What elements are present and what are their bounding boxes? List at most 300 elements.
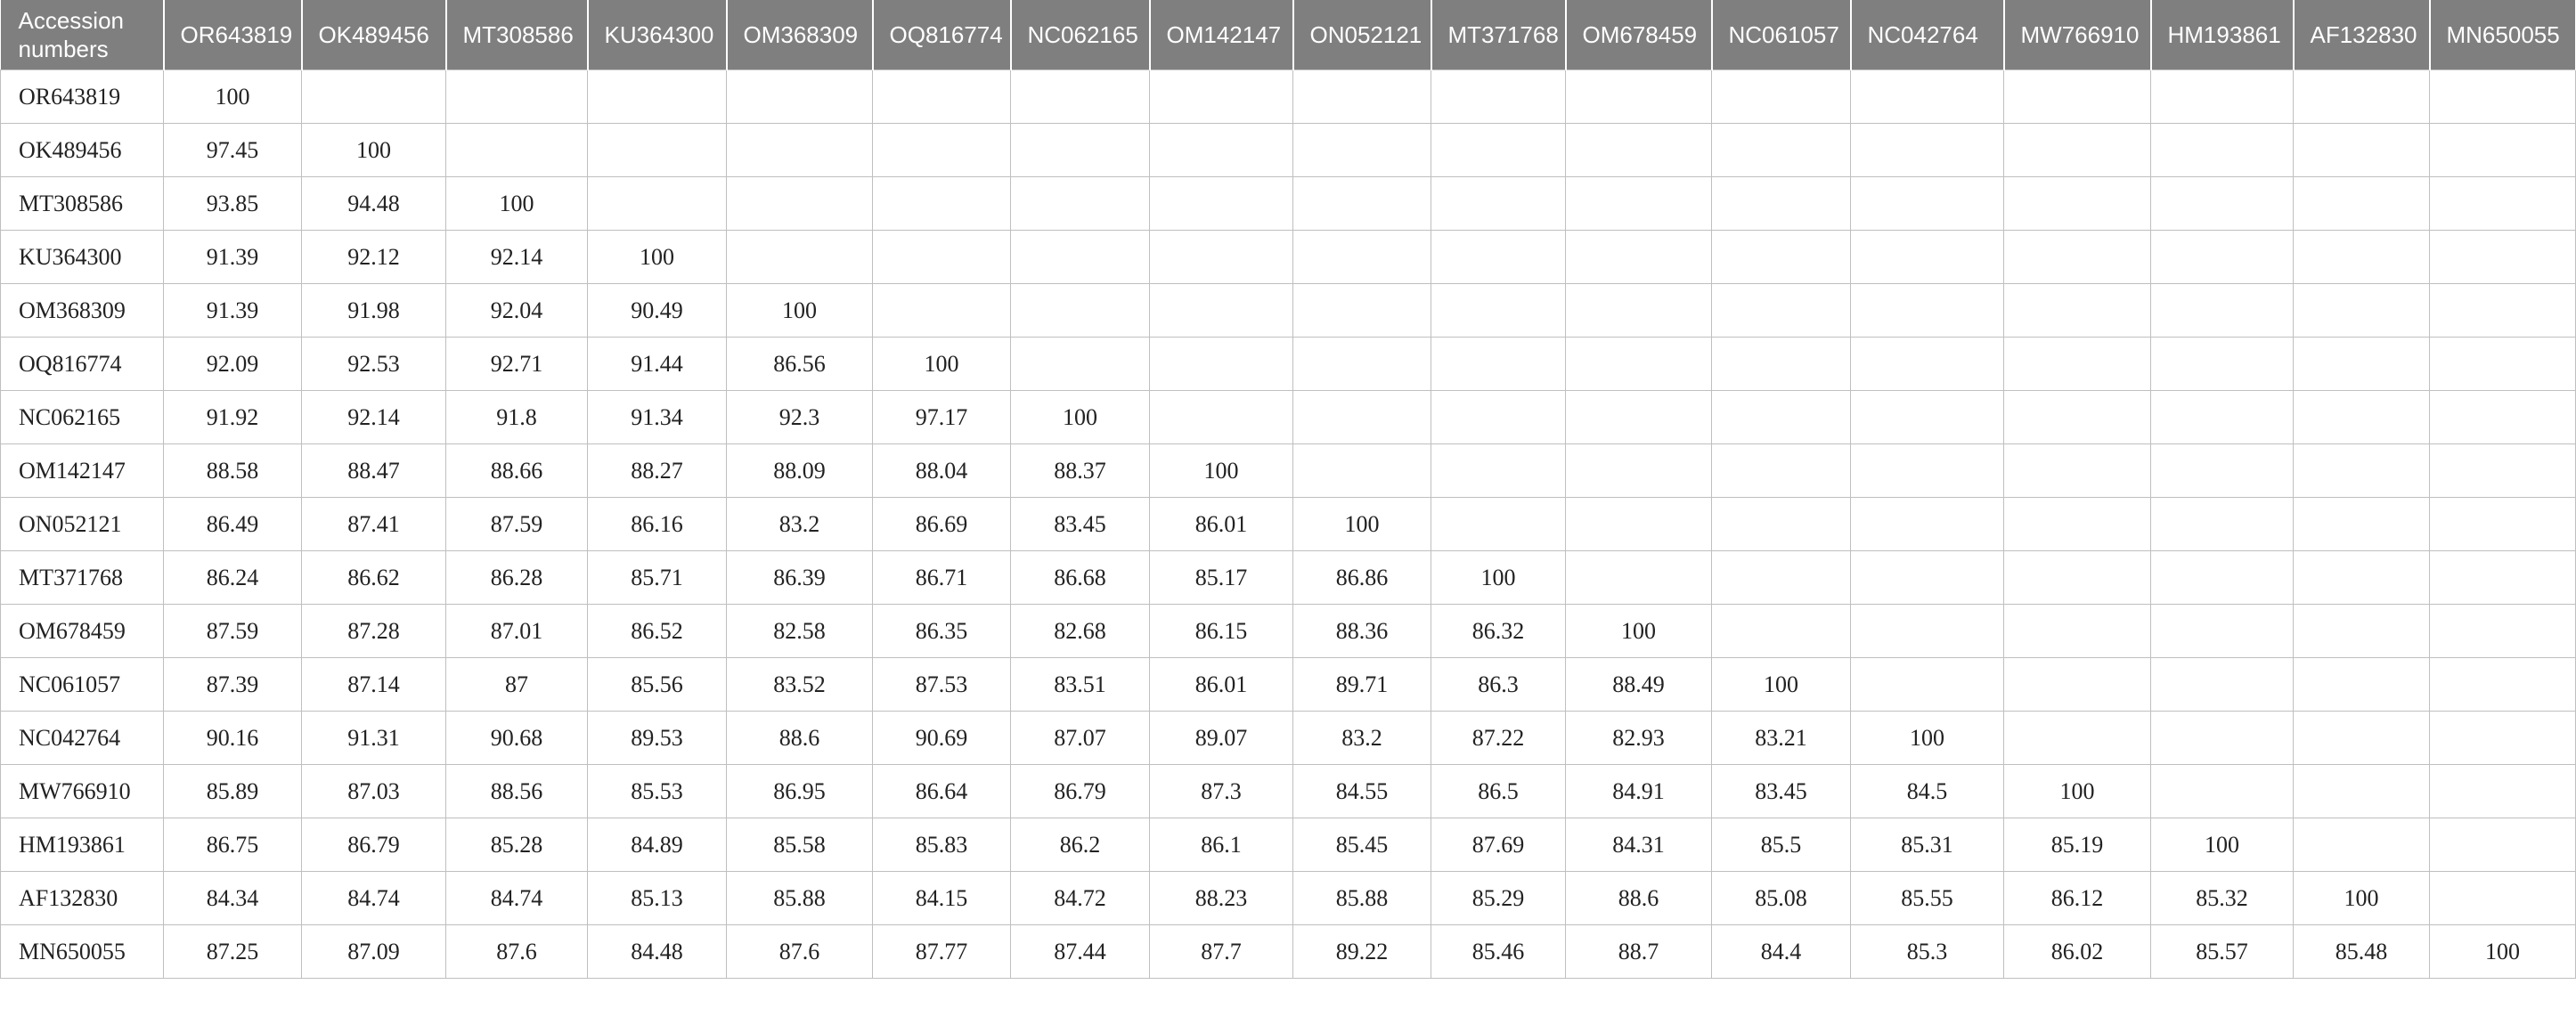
table-cell: 86.28 bbox=[446, 551, 588, 605]
table-cell bbox=[1851, 658, 2004, 712]
table-cell bbox=[2151, 658, 2294, 712]
column-header: MN650055 bbox=[2430, 0, 2576, 70]
table-cell bbox=[2430, 70, 2576, 124]
table-cell: 85.29 bbox=[1431, 872, 1566, 925]
table-row bbox=[1, 70, 2576, 124]
row-header: OK489456 bbox=[1, 124, 164, 177]
table-cell: 92.12 bbox=[302, 231, 446, 284]
table-cell: 85.17 bbox=[1150, 551, 1293, 605]
table-cell bbox=[1566, 231, 1712, 284]
table-cell bbox=[1712, 338, 1851, 391]
table-cell bbox=[1851, 444, 2004, 498]
table-cell bbox=[2294, 712, 2430, 765]
table-cell: 85.89 bbox=[164, 765, 302, 818]
table-cell: 100 bbox=[588, 231, 727, 284]
table-cell: 83.2 bbox=[1293, 712, 1431, 765]
table-cell: 83.45 bbox=[1011, 498, 1150, 551]
table-cell: 86.64 bbox=[873, 765, 1011, 818]
table-cell bbox=[2430, 498, 2576, 551]
table-cell bbox=[2151, 124, 2294, 177]
table-cell: 87.53 bbox=[873, 658, 1011, 712]
table-cell bbox=[1431, 231, 1566, 284]
table-cell: 86.49 bbox=[164, 498, 302, 551]
table-cell: 86.62 bbox=[302, 551, 446, 605]
table-cell bbox=[873, 284, 1011, 338]
table-row bbox=[1, 124, 2576, 177]
table-cell bbox=[2294, 498, 2430, 551]
table-cell: 84.5 bbox=[1851, 765, 2004, 818]
table-cell: 87 bbox=[446, 658, 588, 712]
table-cell bbox=[873, 70, 1011, 124]
table-cell: 85.31 bbox=[1851, 818, 2004, 872]
table-cell bbox=[446, 70, 588, 124]
table-cell bbox=[302, 70, 446, 124]
table-cell: 86.52 bbox=[588, 605, 727, 658]
table-cell bbox=[873, 231, 1011, 284]
table-cell bbox=[2430, 551, 2576, 605]
table-cell: 85.32 bbox=[2151, 872, 2294, 925]
table-cell: 85.55 bbox=[1851, 872, 2004, 925]
table-cell bbox=[1150, 284, 1293, 338]
column-header: OK489456 bbox=[302, 0, 446, 70]
table-cell: 86.75 bbox=[164, 818, 302, 872]
table-cell: 91.39 bbox=[164, 231, 302, 284]
table-cell bbox=[1851, 231, 2004, 284]
table-cell: 89.53 bbox=[588, 712, 727, 765]
table-row bbox=[1, 605, 2576, 658]
table-cell: 87.07 bbox=[1011, 712, 1150, 765]
row-header: MW766910 bbox=[1, 765, 164, 818]
table-cell: 100 bbox=[873, 338, 1011, 391]
table-cell bbox=[2151, 498, 2294, 551]
table-cell: 87.59 bbox=[164, 605, 302, 658]
table-cell: 85.57 bbox=[2151, 925, 2294, 979]
table-cell bbox=[727, 124, 873, 177]
table-cell: 87.22 bbox=[1431, 712, 1566, 765]
table-cell bbox=[2294, 818, 2430, 872]
table-cell: 83.45 bbox=[1712, 765, 1851, 818]
table-cell bbox=[2004, 284, 2151, 338]
table-cell: 87.77 bbox=[873, 925, 1011, 979]
table-cell bbox=[2430, 177, 2576, 231]
table-cell bbox=[2004, 177, 2151, 231]
table-cell bbox=[1431, 70, 1566, 124]
row-header: AF132830 bbox=[1, 872, 164, 925]
table-cell: 88.37 bbox=[1011, 444, 1150, 498]
table-cell: 87.39 bbox=[164, 658, 302, 712]
table-cell: 85.71 bbox=[588, 551, 727, 605]
table-cell bbox=[1431, 284, 1566, 338]
table-cell: 87.6 bbox=[727, 925, 873, 979]
table-cell bbox=[1011, 284, 1150, 338]
table-cell: 92.09 bbox=[164, 338, 302, 391]
table-cell: 92.53 bbox=[302, 338, 446, 391]
table-cell: 86.02 bbox=[2004, 925, 2151, 979]
table-cell bbox=[727, 70, 873, 124]
table-cell: 83.21 bbox=[1712, 712, 1851, 765]
table-cell: 84.91 bbox=[1566, 765, 1712, 818]
table-cell bbox=[2294, 70, 2430, 124]
table-cell bbox=[873, 177, 1011, 231]
table-cell bbox=[2430, 712, 2576, 765]
table-cell bbox=[2294, 605, 2430, 658]
table-cell bbox=[1431, 498, 1566, 551]
table-cell: 90.49 bbox=[588, 284, 727, 338]
table-cell: 100 bbox=[1566, 605, 1712, 658]
column-header: MT371768 bbox=[1431, 0, 1566, 70]
row-header: OM678459 bbox=[1, 605, 164, 658]
table-cell bbox=[2004, 658, 2151, 712]
table-row bbox=[1, 284, 2576, 338]
table-cell: 87.41 bbox=[302, 498, 446, 551]
table-cell: 86.5 bbox=[1431, 765, 1566, 818]
table-cell: 89.07 bbox=[1150, 712, 1293, 765]
column-header: NC061057 bbox=[1712, 0, 1851, 70]
row-header: HM193861 bbox=[1, 818, 164, 872]
row-header: NC062165 bbox=[1, 391, 164, 444]
table-cell bbox=[1712, 124, 1851, 177]
table-cell: 83.51 bbox=[1011, 658, 1150, 712]
table-cell bbox=[1566, 551, 1712, 605]
table-cell bbox=[2430, 658, 2576, 712]
table-cell: 100 bbox=[1712, 658, 1851, 712]
column-header: KU364300 bbox=[588, 0, 727, 70]
table-cell bbox=[2004, 231, 2151, 284]
table-cell: 87.59 bbox=[446, 498, 588, 551]
table-row bbox=[1, 444, 2576, 498]
table-cell: 86.3 bbox=[1431, 658, 1566, 712]
table-row bbox=[1, 231, 2576, 284]
table-cell bbox=[2151, 605, 2294, 658]
table-cell: 82.93 bbox=[1566, 712, 1712, 765]
table-cell: 92.71 bbox=[446, 338, 588, 391]
table-cell: 85.88 bbox=[1293, 872, 1431, 925]
table-cell bbox=[1293, 231, 1431, 284]
table-cell bbox=[1293, 338, 1431, 391]
table-cell bbox=[1712, 498, 1851, 551]
table-cell: 92.14 bbox=[446, 231, 588, 284]
table-cell: 86.24 bbox=[164, 551, 302, 605]
table-cell bbox=[2151, 177, 2294, 231]
table-cell bbox=[2004, 605, 2151, 658]
table-cell bbox=[873, 124, 1011, 177]
table-cell: 91.98 bbox=[302, 284, 446, 338]
table-cell: 88.04 bbox=[873, 444, 1011, 498]
table-cell: 87.6 bbox=[446, 925, 588, 979]
row-header: OM142147 bbox=[1, 444, 164, 498]
table-cell bbox=[1566, 444, 1712, 498]
corner-header: Accession numbers bbox=[1, 0, 164, 70]
table-cell: 84.48 bbox=[588, 925, 727, 979]
table-cell bbox=[1293, 177, 1431, 231]
table-cell: 87.09 bbox=[302, 925, 446, 979]
table-cell bbox=[1431, 338, 1566, 391]
table-cell: 86.39 bbox=[727, 551, 873, 605]
table-cell bbox=[1566, 498, 1712, 551]
table-cell: 85.56 bbox=[588, 658, 727, 712]
table-cell: 86.32 bbox=[1431, 605, 1566, 658]
table-cell: 86.01 bbox=[1150, 498, 1293, 551]
table-cell bbox=[1712, 444, 1851, 498]
table-row bbox=[1, 338, 2576, 391]
table-cell bbox=[2151, 391, 2294, 444]
table-cell: 85.46 bbox=[1431, 925, 1566, 979]
table-cell bbox=[1851, 498, 2004, 551]
table-cell: 85.88 bbox=[727, 872, 873, 925]
table-cell bbox=[1851, 124, 2004, 177]
table-cell: 84.4 bbox=[1712, 925, 1851, 979]
table-cell bbox=[1293, 70, 1431, 124]
table-cell bbox=[2430, 338, 2576, 391]
table-cell: 88.66 bbox=[446, 444, 588, 498]
table-cell bbox=[1566, 338, 1712, 391]
table-cell: 100 bbox=[727, 284, 873, 338]
table-cell bbox=[1851, 391, 2004, 444]
table-row bbox=[1, 765, 2576, 818]
table-cell: 87.28 bbox=[302, 605, 446, 658]
table-cell bbox=[1293, 444, 1431, 498]
table-cell bbox=[1566, 70, 1712, 124]
table-cell: 85.13 bbox=[588, 872, 727, 925]
table-cell: 92.3 bbox=[727, 391, 873, 444]
row-header: KU364300 bbox=[1, 231, 164, 284]
table-cell: 83.52 bbox=[727, 658, 873, 712]
table-cell: 85.3 bbox=[1851, 925, 2004, 979]
table-cell: 88.56 bbox=[446, 765, 588, 818]
table-cell: 87.69 bbox=[1431, 818, 1566, 872]
table-cell: 88.36 bbox=[1293, 605, 1431, 658]
table-cell bbox=[2151, 712, 2294, 765]
table-cell: 84.74 bbox=[446, 872, 588, 925]
table-cell: 84.72 bbox=[1011, 872, 1150, 925]
table-cell: 86.79 bbox=[1011, 765, 1150, 818]
table-cell: 92.04 bbox=[446, 284, 588, 338]
table-cell: 86.56 bbox=[727, 338, 873, 391]
table-cell bbox=[2294, 338, 2430, 391]
table-cell bbox=[2294, 658, 2430, 712]
table-cell bbox=[2430, 444, 2576, 498]
table-cell: 87.3 bbox=[1150, 765, 1293, 818]
table-cell: 93.85 bbox=[164, 177, 302, 231]
table-cell bbox=[1011, 124, 1150, 177]
table-cell bbox=[1566, 177, 1712, 231]
table-cell bbox=[1712, 231, 1851, 284]
table-cell bbox=[1566, 284, 1712, 338]
table-cell: 88.23 bbox=[1150, 872, 1293, 925]
table-row bbox=[1, 551, 2576, 605]
table-row bbox=[1, 498, 2576, 551]
column-header: OM368309 bbox=[727, 0, 873, 70]
table-cell: 86.12 bbox=[2004, 872, 2151, 925]
table-cell: 91.31 bbox=[302, 712, 446, 765]
table-cell: 100 bbox=[164, 70, 302, 124]
table-cell bbox=[588, 70, 727, 124]
table-cell: 91.44 bbox=[588, 338, 727, 391]
table-cell bbox=[1293, 124, 1431, 177]
table-cell bbox=[2151, 551, 2294, 605]
table-cell: 84.74 bbox=[302, 872, 446, 925]
table-cell: 90.16 bbox=[164, 712, 302, 765]
table-cell: 85.28 bbox=[446, 818, 588, 872]
table-cell: 84.15 bbox=[873, 872, 1011, 925]
table-cell: 100 bbox=[2430, 925, 2576, 979]
column-header: OR643819 bbox=[164, 0, 302, 70]
table-cell bbox=[588, 124, 727, 177]
table-cell bbox=[2294, 124, 2430, 177]
column-header: OQ816774 bbox=[873, 0, 1011, 70]
table-cell bbox=[1431, 444, 1566, 498]
table-cell: 86.95 bbox=[727, 765, 873, 818]
table-cell bbox=[2294, 765, 2430, 818]
table-cell: 86.15 bbox=[1150, 605, 1293, 658]
table-cell: 87.01 bbox=[446, 605, 588, 658]
table-cell bbox=[1712, 70, 1851, 124]
table-cell bbox=[1011, 231, 1150, 284]
table-cell bbox=[2430, 231, 2576, 284]
table-cell bbox=[727, 231, 873, 284]
table-cell: 84.55 bbox=[1293, 765, 1431, 818]
table-cell: 86.1 bbox=[1150, 818, 1293, 872]
table-cell: 87.14 bbox=[302, 658, 446, 712]
table-cell bbox=[2294, 391, 2430, 444]
table-cell bbox=[1011, 338, 1150, 391]
row-header: MN650055 bbox=[1, 925, 164, 979]
table-cell: 100 bbox=[2294, 872, 2430, 925]
table-cell: 94.48 bbox=[302, 177, 446, 231]
table-cell bbox=[1150, 177, 1293, 231]
table-cell bbox=[1851, 551, 2004, 605]
table-cell bbox=[2004, 124, 2151, 177]
table-cell bbox=[1150, 338, 1293, 391]
column-header: NC042764 bbox=[1851, 0, 2004, 70]
table-cell: 100 bbox=[1011, 391, 1150, 444]
table-cell: 88.58 bbox=[164, 444, 302, 498]
table-cell: 100 bbox=[1150, 444, 1293, 498]
table-cell: 82.58 bbox=[727, 605, 873, 658]
table-cell: 86.71 bbox=[873, 551, 1011, 605]
table-cell bbox=[1431, 391, 1566, 444]
table-cell bbox=[1293, 284, 1431, 338]
table-row bbox=[1, 712, 2576, 765]
table-cell: 86.35 bbox=[873, 605, 1011, 658]
table-cell: 88.6 bbox=[727, 712, 873, 765]
table-cell bbox=[2004, 444, 2151, 498]
column-header: AF132830 bbox=[2294, 0, 2430, 70]
table-cell bbox=[1150, 70, 1293, 124]
table-cell bbox=[2004, 498, 2151, 551]
table-cell bbox=[2151, 231, 2294, 284]
table-cell bbox=[1712, 551, 1851, 605]
table-cell bbox=[446, 124, 588, 177]
table-cell bbox=[2004, 338, 2151, 391]
column-header: MT308586 bbox=[446, 0, 588, 70]
table-cell bbox=[2430, 872, 2576, 925]
table-cell bbox=[2430, 765, 2576, 818]
table-cell: 85.45 bbox=[1293, 818, 1431, 872]
table-cell bbox=[1851, 284, 2004, 338]
table-cell: 88.49 bbox=[1566, 658, 1712, 712]
row-header: OR643819 bbox=[1, 70, 164, 124]
column-header: HM193861 bbox=[2151, 0, 2294, 70]
table-cell: 88.47 bbox=[302, 444, 446, 498]
table-cell bbox=[1851, 605, 2004, 658]
table-cell: 92.14 bbox=[302, 391, 446, 444]
table-cell: 88.09 bbox=[727, 444, 873, 498]
table-body bbox=[1, 70, 2576, 979]
table-cell bbox=[2294, 444, 2430, 498]
table-cell: 100 bbox=[1431, 551, 1566, 605]
table-cell: 86.2 bbox=[1011, 818, 1150, 872]
table-cell: 85.5 bbox=[1712, 818, 1851, 872]
table-cell bbox=[2294, 551, 2430, 605]
table-cell bbox=[2151, 765, 2294, 818]
table-cell bbox=[2004, 391, 2151, 444]
table-cell bbox=[727, 177, 873, 231]
table-cell: 90.68 bbox=[446, 712, 588, 765]
table-cell: 97.45 bbox=[164, 124, 302, 177]
table-cell bbox=[1293, 391, 1431, 444]
table-cell: 91.8 bbox=[446, 391, 588, 444]
table-cell: 83.2 bbox=[727, 498, 873, 551]
table-cell: 100 bbox=[2151, 818, 2294, 872]
table-cell bbox=[2430, 284, 2576, 338]
table-cell: 82.68 bbox=[1011, 605, 1150, 658]
row-header: MT308586 bbox=[1, 177, 164, 231]
table-cell bbox=[1431, 124, 1566, 177]
table-row bbox=[1, 818, 2576, 872]
table-cell: 86.68 bbox=[1011, 551, 1150, 605]
table-cell: 86.79 bbox=[302, 818, 446, 872]
table-cell: 91.92 bbox=[164, 391, 302, 444]
table-cell bbox=[1712, 605, 1851, 658]
table-cell bbox=[1150, 231, 1293, 284]
table-cell: 85.83 bbox=[873, 818, 1011, 872]
table-cell bbox=[2430, 124, 2576, 177]
table-cell bbox=[1712, 391, 1851, 444]
row-header: OM368309 bbox=[1, 284, 164, 338]
table-cell bbox=[2430, 818, 2576, 872]
table-cell bbox=[1851, 70, 2004, 124]
table-cell bbox=[2151, 444, 2294, 498]
table-cell: 87.44 bbox=[1011, 925, 1150, 979]
table-cell bbox=[1566, 124, 1712, 177]
column-header: OM678459 bbox=[1566, 0, 1712, 70]
table-cell bbox=[1431, 177, 1566, 231]
row-header: MT371768 bbox=[1, 551, 164, 605]
table-cell: 84.34 bbox=[164, 872, 302, 925]
table-cell bbox=[1566, 391, 1712, 444]
table-cell bbox=[2004, 551, 2151, 605]
table-cell bbox=[2294, 231, 2430, 284]
table-cell: 100 bbox=[1293, 498, 1431, 551]
header-row bbox=[1, 0, 2576, 70]
table-cell: 85.48 bbox=[2294, 925, 2430, 979]
table-row bbox=[1, 925, 2576, 979]
table-cell bbox=[2151, 70, 2294, 124]
table-cell: 91.34 bbox=[588, 391, 727, 444]
table-cell bbox=[1851, 338, 2004, 391]
table-cell bbox=[2294, 284, 2430, 338]
table-cell: 88.27 bbox=[588, 444, 727, 498]
table-cell: 91.39 bbox=[164, 284, 302, 338]
table-cell bbox=[1712, 284, 1851, 338]
table-row bbox=[1, 177, 2576, 231]
table-cell: 85.19 bbox=[2004, 818, 2151, 872]
table-cell: 97.17 bbox=[873, 391, 1011, 444]
table-cell bbox=[1011, 177, 1150, 231]
table-row bbox=[1, 391, 2576, 444]
table-cell: 84.31 bbox=[1566, 818, 1712, 872]
